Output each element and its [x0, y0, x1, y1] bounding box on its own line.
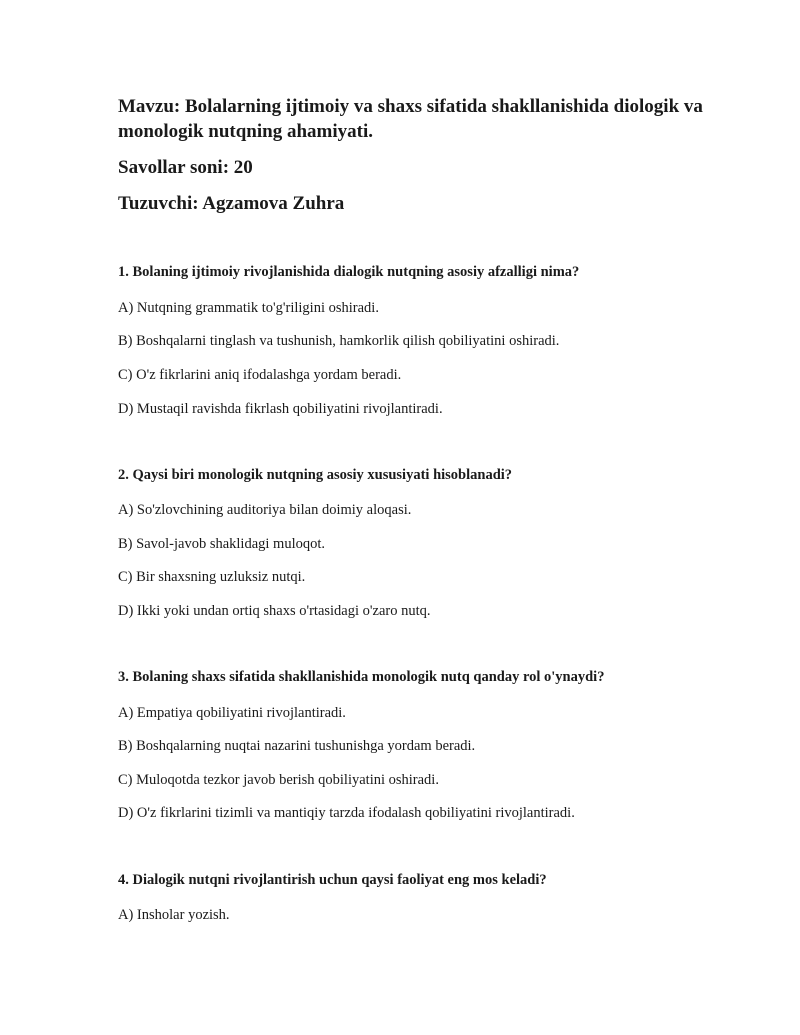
question-text: 1. Bolaning ijtimoiy rivojlanishida dialogik nutqning asosiy afzalligi nima?: [118, 264, 580, 280]
answer-option: D) Mustaqil ravishda fikrlash qobiliyatini rivojlantiradi.: [118, 401, 443, 417]
answer-option: D) O'z fikrlarini tizimli va mantiqiy tarzda ifodalash qobiliyatini rivojlantiradi.: [118, 805, 575, 821]
answer-option: B) Boshqalarning nuqtai nazarini tushunishga yordam beradi.: [118, 738, 476, 754]
answer-option: D) Ikki yoki undan ortiq shaxs o'rtasidagi o'zaro nutq.: [118, 603, 431, 619]
answer-option: A) Empatiya qobiliyatini rivojlantiradi.: [118, 705, 346, 721]
author: Tuzuvchi: Agzamova Zuhra: [118, 193, 345, 214]
question-text: 2. Qaysi biri monologik nutqning asosiy xususiyati hisoblanadi?: [118, 467, 513, 483]
answer-option: A) Nutqning grammatik to'g'riligini oshiradi.: [118, 300, 379, 316]
answer-option: C) Bir shaxsning uzluksiz nutqi.: [118, 569, 306, 585]
question-text: 3. Bolaning shaxs sifatida shakllanishida monologik nutq qanday rol o'ynaydi?: [118, 669, 605, 685]
document-header: [118, 94, 708, 214]
topic-heading: Mavzu: Bolalarning ijtimoiy va shaxs sifatida shakllanishida diologik va monologik nutqning ahamiyati.: [118, 96, 703, 142]
answer-option: A) So'zlovchining auditoriya bilan doimiy aloqasi.: [118, 502, 412, 518]
question-count: Savollar soni: 20: [118, 157, 253, 178]
answer-option: A) Insholar yozish.: [118, 907, 230, 923]
answer-option: C) Muloqotda tezkor javob berish qobiliyatini oshiradi.: [118, 772, 439, 788]
answer-option: C) O'z fikrlarini aniq ifodalashga yordam beradi.: [118, 367, 402, 383]
answer-option: B) Savol-javob shaklidagi muloqot.: [118, 536, 326, 552]
question-text: 4. Dialogik nutqni rivojlantirish uchun qaysi faoliyat eng mos keladi?: [118, 872, 547, 888]
answer-option: B) Boshqalarni tinglash va tushunish, hamkorlik qilish qobiliyatini oshiradi.: [118, 333, 560, 349]
